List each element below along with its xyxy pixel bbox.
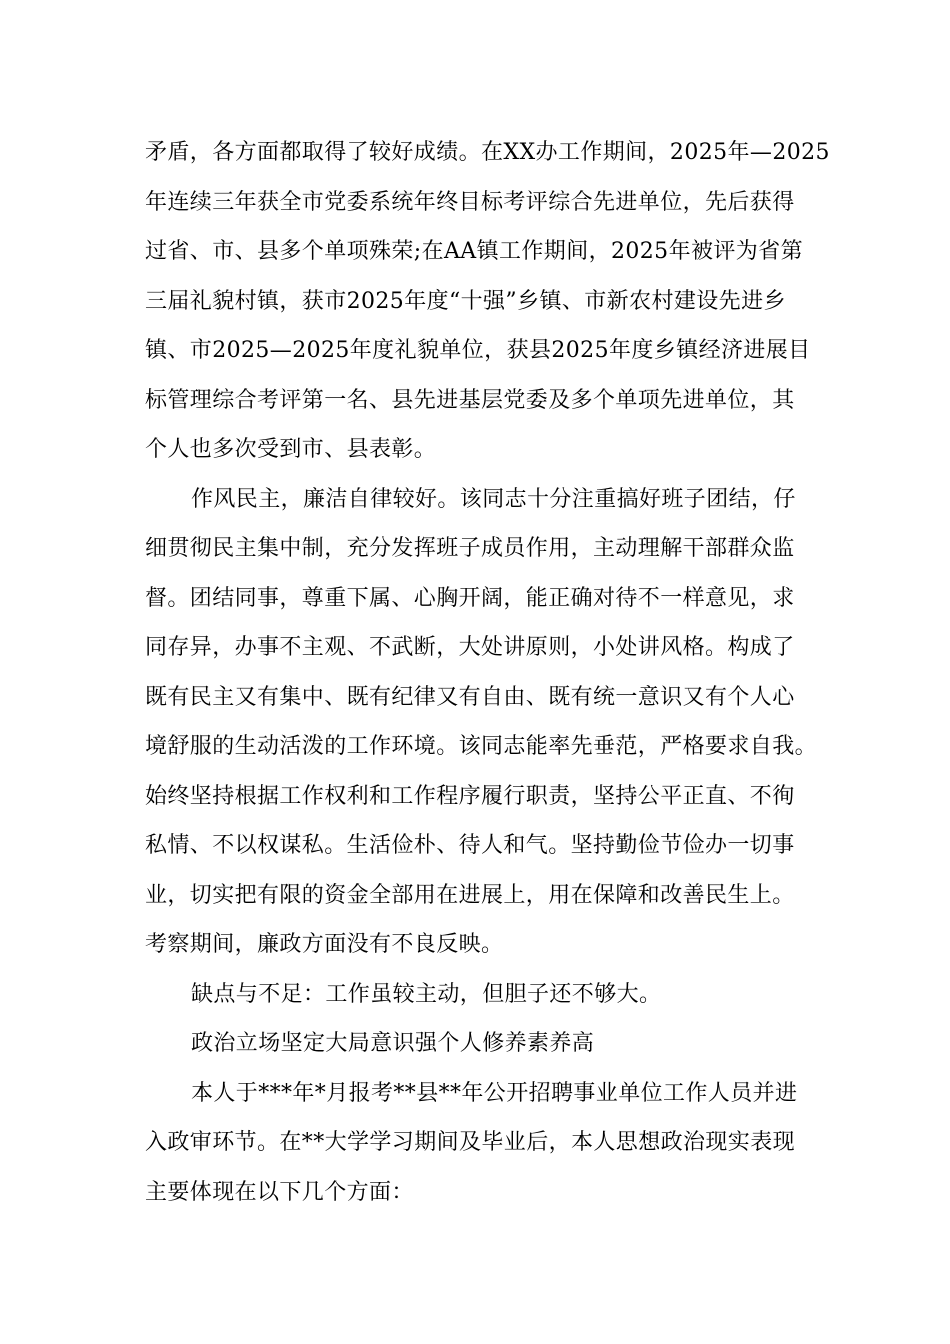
text-line: 入政审环节。在**大学学习期间及毕业后，本人思想政治现实表现 (145, 1130, 796, 1155)
text-line: 本人于***年*月报考**县**年公开招聘事业单位工作人员并进 (191, 1080, 798, 1106)
text-line: 过省、市、县多个单项殊荣;在AA镇工作期间，2025年被评为省第 (145, 239, 803, 264)
paragraph-shortcomings (145, 970, 825, 1020)
text-line: 既有民主又有集中、既有纪律又有自由、既有统一意识又有个人心 (145, 684, 795, 710)
paragraph-self-statement (145, 1069, 825, 1218)
text-line: 始终坚持根据工作权利和工作程序履行职责，坚持公平正直、不徇 (145, 783, 795, 809)
paragraph-heading (145, 1019, 825, 1069)
paragraph-achievements (145, 128, 830, 475)
text-line: 私情、不以权谋私。生活俭朴、待人和气。坚持勤俭节俭办一切事 (145, 833, 795, 858)
text-line: 年连续三年获全市党委系统年终目标考评综合先进单位，先后获得 (145, 189, 795, 215)
text-line: 缺点与不足：工作虽较主动，但胆子还不够大。 (191, 981, 662, 1007)
document-body (145, 128, 830, 1217)
text-line: 个人也多次受到市、县表彰。 (145, 437, 437, 462)
text-line: 同存异，办事不主观、不武断，大处讲原则，小处讲风格。构成了 (145, 635, 795, 660)
text-line: 镇、市2025—2025年度礼貌单位，获县2025年度乡镇经济进展目 (145, 338, 811, 363)
text-line: 业，切实把有限的资金全部用在进展上，用在保障和改善民生上。 (145, 882, 795, 908)
text-line: 三届礼貌村镇，获市2025年度“十强”乡镇、市新农村建设先进乡 (145, 288, 786, 314)
text-line: 标管理综合考评第一名、县先进基层党委及多个单项先进单位，其 (145, 387, 795, 413)
text-line: 作风民主，廉洁自律较好。该同志十分注重搞好班子团结，仔 (191, 486, 796, 512)
text-line: 考察期间，廉政方面没有不良反映。 (145, 932, 504, 957)
text-line: 政治立场坚定大局意识强个人修养素养高 (191, 1031, 595, 1056)
text-line: 主要体现在以下几个方面： (145, 1179, 414, 1205)
text-line: 细贯彻民主集中制，充分发挥班子成员作用，主动理解干部群众监 (145, 536, 795, 561)
text-line: 矛盾，各方面都取得了较好成绩。在XX办工作期间，2025年—2025 (145, 140, 830, 165)
paragraph-work-style (145, 475, 825, 970)
text-line: 督。团结同事，尊重下属、心胸开阔，能正确对待不一样意见，求 (145, 585, 795, 611)
text-line: 境舒服的生动活泼的工作环境。该同志能率先垂范，严格要求自我。 (145, 734, 818, 759)
